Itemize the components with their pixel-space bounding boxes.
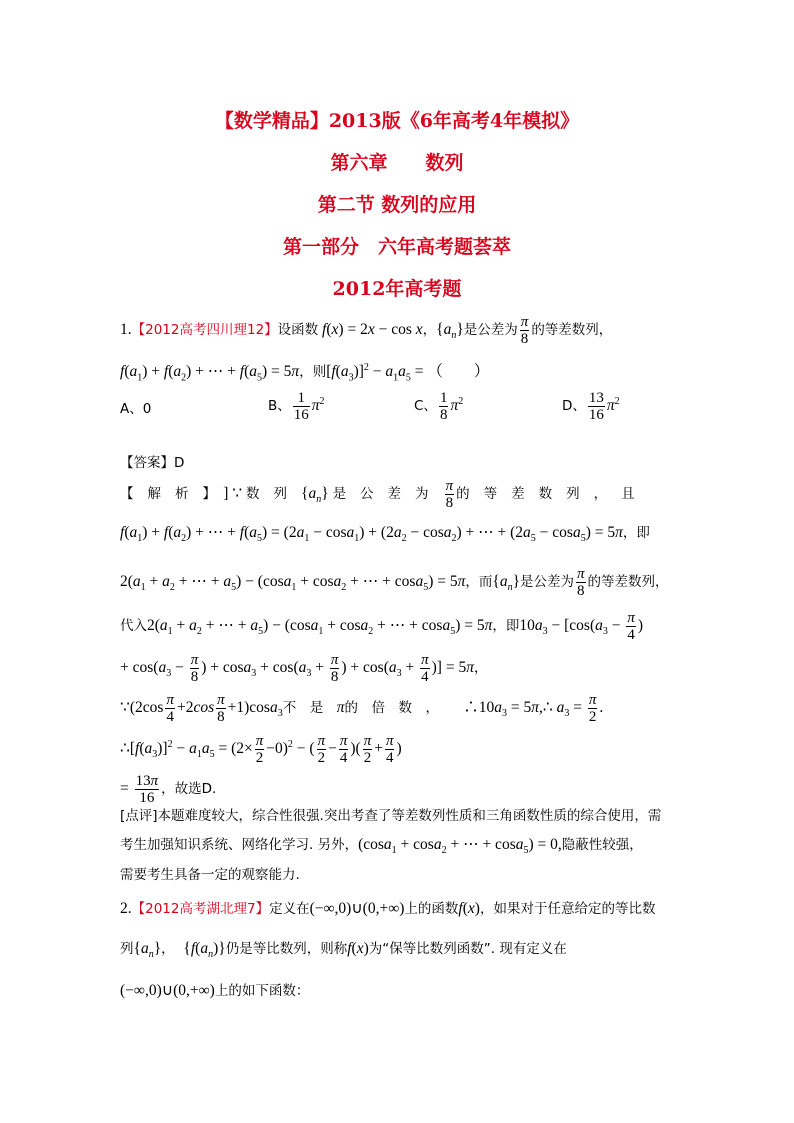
q2-stem-line-2: 列$\{a_n\}$， $\{f(a_n)\}$仍是等比数列，则称f(x)为“保等比数列函数”. 现有定义在: [120, 940, 567, 961]
analysis-text: 的 倍 数 ，: [344, 700, 433, 717]
analysis-text: ，故选D.: [161, 781, 217, 798]
q2-source-tag: 【2012高考湖北理7】: [131, 901, 270, 917]
q2-text: 为“保等比数列函数”. 现有定义在: [368, 941, 567, 957]
document-title: 【数学精品】2013版《6年高考4年模拟》: [214, 110, 580, 132]
q1-step-5: ∵(2cos $\frac{\pi}{4}$ +2cos $\frac{\pi}{8}$ +1)cosa$_3$不 是 π的 倍 数 ， $\therefore 10a_3$ = 5π,∴ $a_3$ = $\frac{\pi}{2}$ .: [120, 692, 604, 725]
analysis-text: 的等差数列，: [587, 574, 669, 591]
q1-text: 则: [312, 364, 327, 381]
year-heading: 2012年高考题: [332, 278, 462, 300]
q2-text: 定义在: [269, 901, 310, 917]
q1-comment-line-3: 需要考生具备一定的观察能力.: [120, 867, 300, 883]
analysis-label: 【解析】: [120, 486, 224, 503]
analysis-text: 数列: [246, 486, 302, 503]
q2-text: ，如果对于任意给定的等比数: [479, 901, 656, 917]
choice-label: B、: [268, 398, 291, 415]
q1-step-1: $f(a_1) + f(a_2)$ + ⋯ + $f(a_5) = (2a_1 - \cos a_1) + (2a_2 - \cos a_2)$ + ⋯ + $(2a_5 - \cos a_5) = 5\pi$，即: [120, 524, 650, 545]
q1-comment-line-1: [点评]本题难度较大，综合性很强.突出考查了等差数列性质和三角函数性质的综合使用，需: [120, 808, 662, 824]
q1-text: 是公差为: [463, 322, 518, 339]
choice-label: D、: [562, 398, 586, 415]
choice-b: B、 $\frac{1}{16}$ $\pi^2$: [268, 390, 325, 423]
q1-step-6: $\therefore[f(a_3)]^2 - a_1a_5 = (2\times$ $\frac{\pi}{2}$ −0)$^2$ − ( $\frac{\pi}{2}$ − $\frac{\pi}{4}$ )( $\frac{\pi}{2}$ + $\frac{\pi}{4}$ ): [120, 733, 402, 766]
analysis-text: ，即: [492, 618, 520, 635]
analysis-text: 代入: [120, 618, 147, 635]
q1-step-3: 代入$2(a_1 + a_2$ + ⋯ + $a_5) - (\cos a_1 + \cos a_2$ + ⋯ + cosa$_5$) = 5π，即$10a_3 - [\cos(a_3$ − $\frac{\pi}{4}$ ): [120, 610, 644, 643]
q2-text: 列: [120, 941, 134, 957]
section-heading: 第二节 数列的应用: [317, 194, 477, 216]
q2-text: 上的函数: [404, 901, 459, 917]
q2-text: ，: [161, 941, 168, 957]
comment-text: 隐蔽性较强，: [561, 837, 643, 853]
q1-stem-line-1: 1.【2012高考四川理12】设函数 f(x) = 2x − cos x，$\{a_n\}$是公差为 $\frac{\pi}{8}$ 的等差数列，: [120, 314, 613, 347]
q1-text: 的等差数列，: [531, 322, 613, 339]
q1-number: 1.: [120, 321, 132, 339]
q2-text: 上的如下函数：: [214, 983, 310, 999]
q1-stem-line-2: $f(a_1) + f(a_2)$ + ⋯ + $f(a_5) = 5\pi$，则$[f(a_3)]^2 - a_1a_5$ = （ ）: [120, 362, 490, 384]
choice-c: C、 $\frac{1}{8}$ $\pi^2$: [414, 390, 464, 423]
q1-analysis-line-1: 【解析】] ∵ 数列$\{a_n\}$ 是公差为 $\frac{\pi}{8}$ 的等差数列，且: [120, 478, 649, 511]
q2-stem-line-1: 2.【2012高考湖北理7】定义在(−∞,0)∪(0,+∞)上的函数f(x)，如果对于任意给定的等比数: [120, 900, 656, 917]
part-heading: 第一部分 六年高考题荟萃: [282, 236, 511, 258]
q2-text: 仍是等比数列，则称: [225, 941, 348, 957]
q1-step-4: + $\cos(a_3$ − $\frac{\pi}{8}$ ) + $\cos a_3 + \cos(a_3$ + $\frac{\pi}{8}$ ) + $\cos(a_3$ + $\frac{\pi}{4}$ )] = 5π，: [120, 652, 488, 685]
q1-answer: 【答案】D: [120, 455, 185, 471]
comment-text: 考生加强知识系统、网络化学习. 另外，: [120, 837, 359, 853]
chapter-heading: 第六章 数列: [330, 152, 464, 174]
choice-label: C、: [414, 398, 437, 415]
analysis-text: ，而: [465, 574, 493, 591]
analysis-text: 是公差为: [520, 574, 575, 591]
analysis-text: 是公差为: [332, 486, 443, 503]
q1-step-7: = $\frac{13\pi}{16}$ ，故选D.: [120, 773, 217, 806]
q1-text: 设函数: [277, 322, 319, 339]
q2-number: 2.: [120, 900, 132, 917]
q1-step-2: $2(a_1 + a_2$ + ⋯ + $a_5) - (\cos a_1 + \cos a_2$ + ⋯ + cosa$_5$) = 5π，而$\{a_n\}$是公差为 $\frac{\pi}{8}$ 的等差数列，: [120, 566, 669, 599]
analysis-text: ，即: [622, 525, 650, 541]
choice-a: A、0: [120, 401, 152, 417]
q1-source-tag: 【2012高考四川理12】: [131, 322, 278, 339]
analysis-text: 不 是: [282, 700, 337, 717]
q2-stem-line-3: (−∞,0)∪(0,+∞)上的如下函数：: [120, 982, 310, 999]
choice-d: D、 $\frac{13}{16}$ $\pi^2$: [562, 390, 620, 423]
q1-comment-line-2: 考生加强知识系统、网络化学习. 另外，(cosa$_1$ + cosa$_2$ + ⋯ + cosa$_5$) = 0,隐蔽性较强，: [120, 836, 643, 857]
analysis-text: 的等差数列，且: [456, 486, 649, 503]
